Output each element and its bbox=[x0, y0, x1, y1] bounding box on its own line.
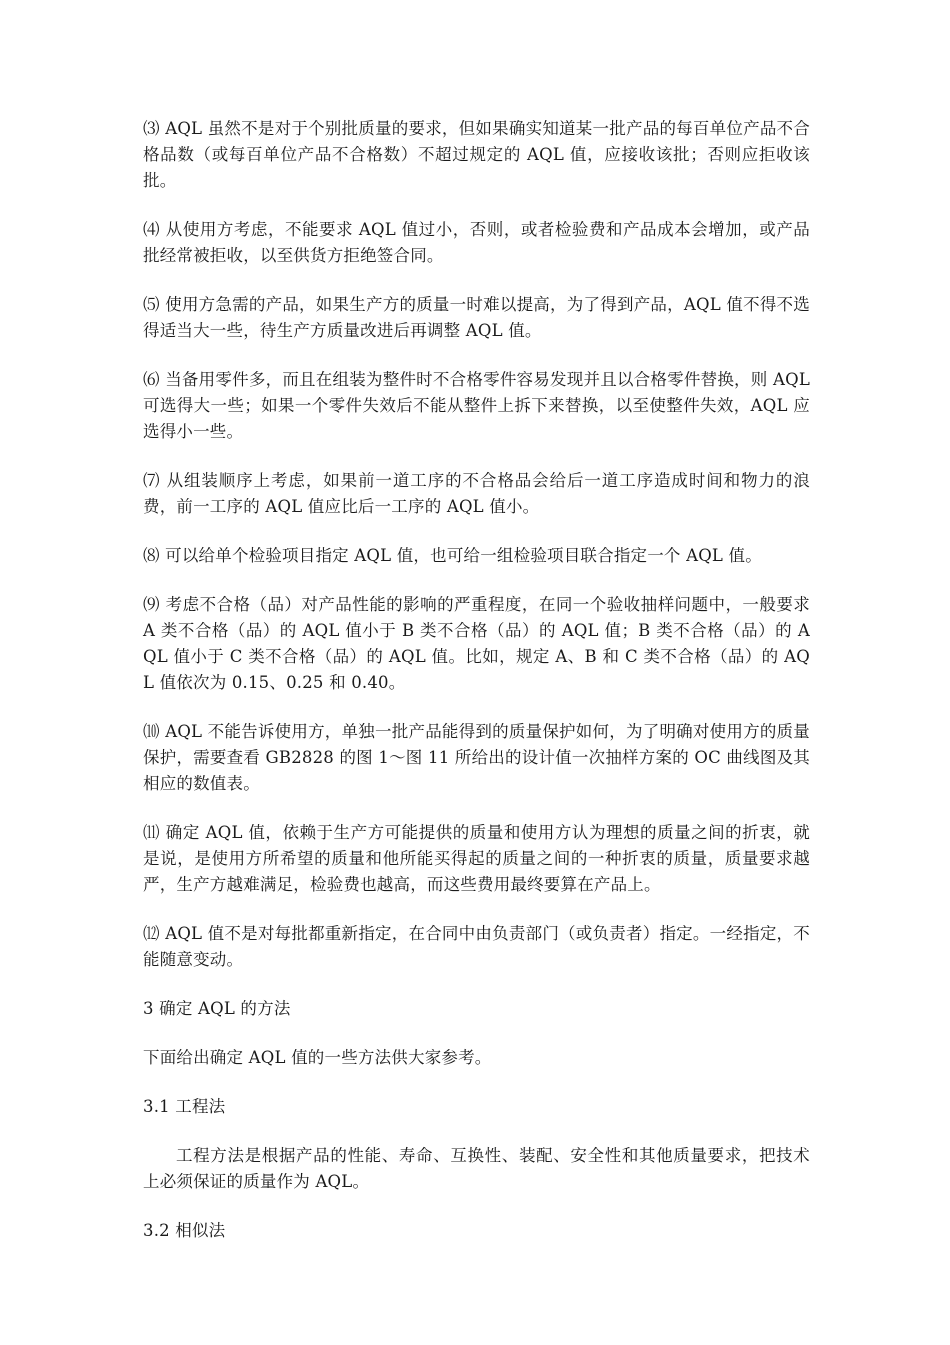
paragraph-item-7: ⑺ 从组装顺序上考虑，如果前一道工序的不合格品会给后一道工序造成时间和物力的浪费，前一工序的 AQL 值应比后一工序的 AQL 值小。 bbox=[143, 471, 810, 516]
paragraph-item-12: ⑿ AQL 值不是对每批都重新指定，在合同中由负责部门（或负责者）指定。一经指定，不能随意变动。 bbox=[143, 924, 810, 969]
paragraph-item-6: ⑹ 当备用零件多，而且在组装为整件时不合格零件容易发现并且以合格零件替换，则 AQL 可选得大一些；如果一个零件失效后不能从整件上拆下来替换，以至使整件失效，AQL 应选得小一些。 bbox=[143, 370, 810, 441]
section-3-heading: 3 确定 AQL 的方法 bbox=[143, 999, 291, 1018]
paragraph-item-11: ⑾ 确定 AQL 值，依赖于生产方可能提供的质量和使用方认为理想的质量之间的折衷，就是说，是使用方所希望的质量和他所能买得起的质量之间的一种折衷的质量，质量要求越严，生产方越难满足，检验费也越高，而这些费用最终要算在产品上。 bbox=[143, 823, 810, 894]
paragraph-item-4: ⑷ 从使用方考虑，不能要求 AQL 值过小，否则，或者检验费和产品成本会增加，或产品批经常被拒收，以至供货方拒绝签合同。 bbox=[143, 220, 810, 265]
paragraph-item-9: ⑼ 考虑不合格（品）对产品性能的影响的严重程度，在同一个验收抽样问题中，一般要求 A 类不合格（品）的 AQL 值小于 B 类不合格（品）的 AQL 值；B 类不合格（品）的 AQL 值小于 C 类不合格（品）的 AQL 值。比如，规定 A、B 和 C 类不合格（品）的 AQL 值依次为 0.15、0.25 和 0.40。 bbox=[143, 595, 810, 692]
section-3-1-body: 工程方法是根据产品的性能、寿命、互换性、装配、安全性和其他质量要求，把技术上必须保证的质量作为 AQL。 bbox=[143, 1146, 810, 1191]
document-page bbox=[143, 116, 810, 1267]
section-3-2-heading: 3.2 相似法 bbox=[143, 1221, 226, 1240]
paragraph-item-5: ⑸ 使用方急需的产品，如果生产方的质量一时难以提高，为了得到产品，AQL 值不得不选得适当大一些，待生产方质量改进后再调整 AQL 值。 bbox=[143, 295, 810, 340]
section-3-intro: 下面给出确定 AQL 值的一些方法供大家参考。 bbox=[143, 1048, 492, 1067]
paragraph-item-10: ⑽ AQL 不能告诉使用方，单独一批产品能得到的质量保护如何，为了明确对使用方的质量保护，需要查看 GB2828 的图 1～图 11 所给出的设计值一次抽样方案的 OC 曲线图及其相应的数值表。 bbox=[143, 722, 810, 793]
section-3-1-heading: 3.1 工程法 bbox=[143, 1097, 226, 1116]
paragraph-item-8: ⑻ 可以给单个检验项目指定 AQL 值，也可给一组检验项目联合指定一个 AQL 值。 bbox=[143, 546, 762, 565]
paragraph-item-3: ⑶ AQL 虽然不是对于个别批质量的要求，但如果确实知道某一批产品的每百单位产品不合格品数（或每百单位产品不合格数）不超过规定的 AQL 值，应接收该批；否则应拒收该批。 bbox=[143, 119, 810, 190]
